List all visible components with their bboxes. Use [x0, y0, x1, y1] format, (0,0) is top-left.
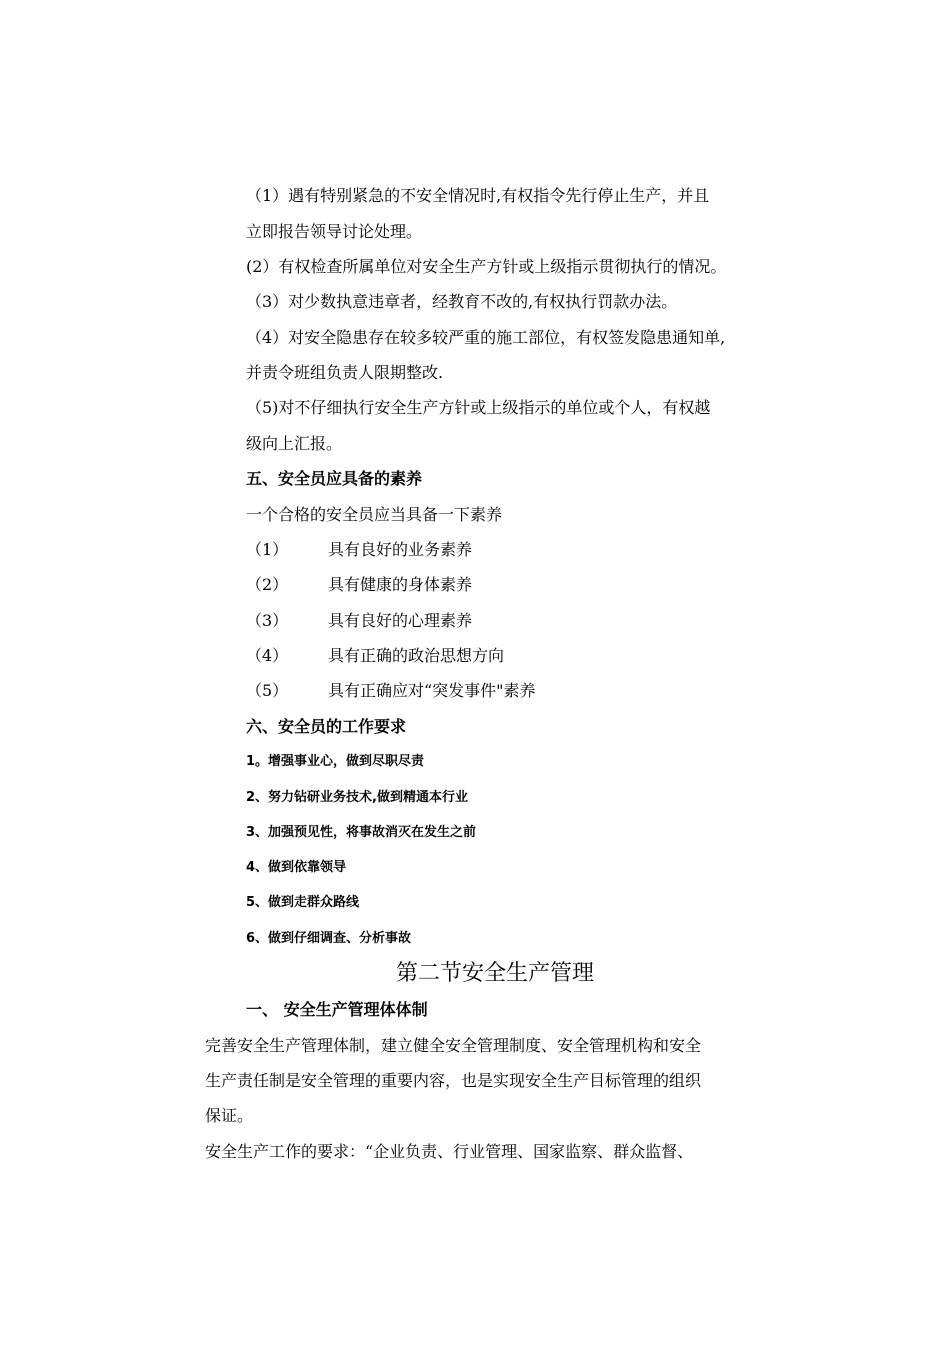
authority-item-3: （3）对少数执意违章者，经教育不改的,有权执行罚款办法。: [246, 292, 678, 311]
section-5-heading: 五、安全员应具备的素养: [246, 469, 423, 488]
authority-item-4-line-2: 并责令班组负责人限期整改.: [246, 363, 444, 382]
section-6-heading: 六、安全员的工作要求: [246, 717, 407, 736]
authority-item-2: (2）有权检查所属单位对安全生产方针或上级指示贯彻执行的情况。: [246, 257, 727, 276]
paragraph-1-line-2: 生产责任制是安全管理的重要内容，也是实现安全生产目标管理的组织: [205, 1071, 702, 1090]
quality-item-text: 具有正确应对“突发事件"素养: [328, 681, 536, 700]
authority-item-5-line-2: 级向上汇报。: [246, 434, 343, 453]
quality-item-text: 具有正确的政治思想方向: [328, 646, 505, 665]
quality-item-number: （2）: [246, 575, 289, 594]
quality-item-number: （1）: [246, 540, 289, 559]
paragraph-1-line-1: 完善安全生产管理体制，建立健全安全管理制度、安全管理机构和安全: [205, 1036, 702, 1055]
chapter-subheading: 一、 安全生产管理体体制: [246, 1000, 428, 1019]
authority-item-5-line-1: （5)对不仔细执行安全生产方针或上级指示的单位或个人，有权越: [246, 398, 711, 417]
requirement-item-2: 2、努力钻研业务技术,做到精通本行业: [246, 790, 468, 805]
quality-item-number: （3）: [246, 611, 289, 630]
requirement-item-4: 4、做到依靠领导: [246, 860, 347, 875]
paragraph-2-line-1: 安全生产工作的要求：“企业负责、行业管理、国家监察、群众监督、: [205, 1142, 694, 1161]
requirement-item-3: 3、加强预见性，将事故消灭在发生之前: [246, 825, 477, 840]
quality-item-number: （4）: [246, 646, 289, 665]
authority-item-1-line-2: 立即报告领导讨论处理。: [246, 222, 423, 241]
quality-item: [246, 646, 504, 666]
quality-item-text: 具有良好的业务素养: [328, 540, 473, 559]
chapter-title: 第二节安全生产管理: [395, 961, 594, 986]
quality-item-number: （5）: [246, 681, 289, 700]
quality-item-text: 具有良好的心理素养: [328, 611, 473, 630]
section-5-intro: 一个合格的安全员应当具备一下素养: [246, 505, 503, 524]
paragraph-1-line-3: 保证。: [205, 1106, 254, 1125]
quality-item: [246, 681, 536, 701]
quality-item: [246, 540, 472, 560]
authority-item-1-line-1: （1）遇有特别紧急的不安全情况时,有权指令先行停止生产，并且: [246, 186, 710, 205]
quality-item: [246, 611, 472, 631]
requirement-item-1: 1。增强事业心，做到尽职尽责: [246, 754, 425, 769]
requirement-item-6: 6、做到仔细调查、分析事故: [246, 931, 412, 946]
quality-item: [246, 575, 472, 595]
quality-item-text: 具有健康的身体素养: [328, 575, 473, 594]
authority-item-4-line-1: （4）对安全隐患存在较多较严重的施工部位，有权签发隐患通知单,: [246, 328, 726, 347]
requirement-item-5: 5、做到走群众路线: [246, 895, 360, 910]
